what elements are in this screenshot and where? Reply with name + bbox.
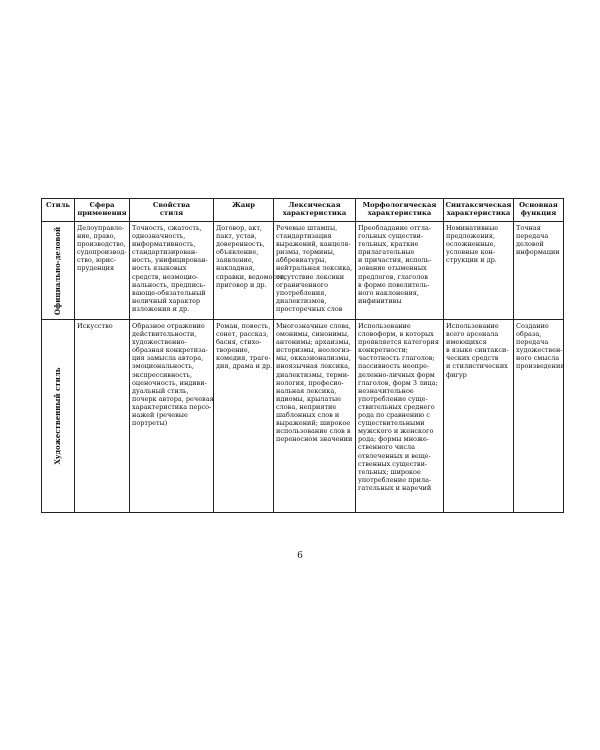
- cell-line: ция замысла автора,: [132, 354, 204, 363]
- cell-line: Искусство: [77, 322, 113, 330]
- header-syntactic: Синтаксическая характеристика: [444, 199, 514, 222]
- cell-line: предложения,: [446, 232, 496, 241]
- cell-line: оценочность, индиви-: [132, 378, 207, 387]
- cell-line: проявляется категория: [358, 338, 439, 347]
- cell-line: объявление,: [216, 248, 259, 257]
- cell-line: деленно-личных форм: [358, 370, 435, 379]
- cell-syntactic: [444, 222, 514, 320]
- cell-line: изложения и др.: [132, 304, 190, 313]
- cell-line: ство, юрис-: [77, 256, 116, 265]
- cell-line: ного наклонения,: [358, 288, 419, 297]
- cell-line: иноязычная лексика,: [276, 362, 351, 371]
- cell-line: мы, окказионализмы,: [276, 354, 351, 363]
- cell-line: ственного числа: [358, 443, 415, 452]
- cell-line: имеющихся: [446, 338, 487, 347]
- cell-line: образа,: [516, 330, 542, 339]
- cell-line: существительными: [358, 419, 425, 428]
- header-lexical: Лексическая характеристика: [274, 199, 356, 222]
- table-row: [42, 320, 564, 513]
- cell-sphere: [75, 222, 130, 320]
- style-name: Художественный стиль: [52, 367, 62, 465]
- cell-line: употребление суще-: [358, 394, 428, 403]
- cell-line: накладная,: [216, 264, 255, 273]
- cell-line: инфинитивы: [358, 296, 402, 305]
- cell-line: тельных; широкое: [358, 467, 421, 476]
- cell-properties: [130, 320, 214, 513]
- cell-line: комедия, траге-: [216, 354, 271, 363]
- cell-line: гольных существи-: [358, 232, 424, 241]
- cell-line: ного смысла: [516, 354, 560, 363]
- cell-morphological: [356, 222, 444, 320]
- cell-line: употребления,: [276, 288, 327, 297]
- cell-line: Создание: [516, 322, 549, 330]
- cell-line: и причастия, исполь-: [358, 256, 432, 265]
- cell-line: ние, право,: [77, 232, 116, 241]
- cell-line: отвлеченных и веще-: [358, 451, 431, 460]
- cell-sphere: [75, 320, 130, 513]
- cell-line: идиомы, крылатые: [276, 394, 341, 403]
- cell-lexical: [274, 320, 356, 513]
- cell-line: гательных и наречий: [358, 483, 432, 492]
- cell-line: омонимы, синонимы,: [276, 330, 350, 339]
- cell-line: рода; формы множе-: [358, 435, 429, 444]
- header-morphological: Морфологическая характеристика: [356, 199, 444, 222]
- cell-line: производство,: [77, 240, 126, 249]
- header-row: [42, 199, 564, 222]
- cell-line: действительности,: [132, 330, 197, 339]
- cell-syntactic: [444, 320, 514, 513]
- cell-line: нейтральная лексика,: [276, 264, 353, 273]
- cell-line: Точная: [516, 224, 541, 232]
- cell-function: [514, 222, 564, 320]
- cell-line: Номинативные: [446, 224, 499, 232]
- page-number: 6: [297, 551, 303, 561]
- cell-line: вающе-обязательный: [132, 288, 206, 297]
- cell-line: тельных, краткие: [358, 240, 419, 249]
- cell-lexical: [274, 222, 356, 320]
- cell-line: фигур: [446, 370, 467, 379]
- cell-line: ческих средств: [446, 354, 499, 363]
- cell-line: заявление,: [216, 256, 254, 265]
- cell-line: диалектизмов,: [276, 296, 327, 305]
- cell-line: Многозначные слова,: [276, 322, 351, 330]
- cell-line: Делоуправле-: [77, 224, 125, 232]
- cell-line: выражений, канцеля-: [276, 240, 351, 249]
- cell-line: экспрессивность,: [132, 370, 193, 379]
- cell-line: ность языковых: [132, 264, 187, 273]
- cell-line: всего арсенала: [446, 330, 499, 339]
- cell-line: ограниченного: [276, 280, 329, 289]
- cell-line: средств, неэмоцио-: [132, 272, 199, 281]
- cell-line: отсутствие лексики: [276, 272, 345, 281]
- cell-line: пассивность неопре-: [358, 362, 430, 371]
- cell-line: приговор и др.: [216, 280, 267, 289]
- cell-line: неличный характер: [132, 296, 201, 305]
- cell-line: Образное отражение: [132, 322, 205, 330]
- cell-line: мужского и женского: [358, 427, 434, 436]
- cell-line: ризмы, термины,: [276, 248, 335, 257]
- styles-table: [41, 198, 564, 513]
- cell-line: шаблонных слов и: [276, 411, 340, 420]
- cell-line: творение,: [216, 346, 250, 355]
- cell-line: дия, драма и др.: [216, 362, 273, 371]
- cell-line: стандартизирован-: [132, 248, 198, 257]
- cell-line: пруденция: [77, 264, 115, 273]
- cell-line: однозначность,: [132, 232, 186, 241]
- cell-genre: [214, 222, 287, 320]
- cell-line: струкции и др.: [446, 256, 497, 265]
- cell-line: глаголов, форм 3 лица;: [358, 378, 438, 387]
- table-row: [42, 222, 564, 320]
- cell-line: употребление прила-: [358, 475, 432, 484]
- cell-line: художественно-: [132, 338, 187, 347]
- cell-line: Точность, сжатость,: [132, 224, 202, 232]
- cell-line: Роман, повесть,: [216, 322, 271, 330]
- cell-line: нажей (речевые: [132, 411, 188, 420]
- cell-line: использование слов в: [276, 427, 351, 436]
- cell-line: сонет, рассказ,: [216, 330, 269, 339]
- cell-properties: [130, 222, 214, 320]
- cell-line: Речевые штампы,: [276, 224, 338, 232]
- cell-line: передача: [516, 232, 549, 241]
- cell-line: почерк автора, речевая: [132, 394, 214, 403]
- cell-line: Преобладание отгла-: [358, 224, 432, 232]
- cell-line: передача: [516, 338, 549, 347]
- style-name: Официально-деловой: [52, 226, 62, 315]
- cell-line: частотность глаголов;: [358, 354, 435, 363]
- cell-line: нология, професио-: [276, 378, 344, 387]
- cell-line: портреты): [132, 419, 168, 428]
- cell-morphological: [356, 320, 444, 513]
- cell-line: предлогов, глаголов: [358, 272, 428, 281]
- header-genre: Жанр: [214, 199, 274, 222]
- cell-line: выражений; широкое: [276, 419, 351, 428]
- cell-line: произведения: [516, 362, 565, 371]
- cell-line: прилагательные: [358, 248, 415, 257]
- cell-line: образная конкретиза-: [132, 346, 208, 355]
- cell-line: информативность,: [132, 240, 196, 249]
- cell-line: доверенность,: [216, 240, 265, 249]
- cell-line: переносном значении: [276, 435, 353, 444]
- cell-line: незначительное: [358, 386, 414, 395]
- cell-line: ствительных среднего: [358, 402, 435, 411]
- cell-line: в форме повелитель-: [358, 280, 430, 289]
- header-properties: Свойства стиля: [130, 199, 214, 222]
- cell-line: деловой: [516, 240, 544, 249]
- cell-line: судопроизвод-: [77, 248, 127, 257]
- header-sphere: Сфера применения: [75, 199, 130, 222]
- cell-line: диалектизмы, терми-: [276, 370, 350, 379]
- cell-line: характеристика персо-: [132, 402, 212, 411]
- cell-line: справки, ведомости,: [216, 272, 287, 281]
- cell-line: конкретности;: [358, 346, 408, 355]
- cell-line: осложненные,: [446, 240, 496, 249]
- cell-line: нальность, предпись-: [132, 280, 206, 289]
- cell-line: ственных существи-: [358, 459, 428, 468]
- cell-style: [42, 320, 75, 513]
- cell-line: информации: [516, 248, 560, 257]
- cell-line: дуальный стиль,: [132, 386, 189, 395]
- cell-line: эмоциональность,: [132, 362, 194, 371]
- cell-style: [42, 222, 75, 320]
- cell-line: Использование: [446, 322, 499, 330]
- cell-line: слова, неприятие: [276, 402, 337, 411]
- cell-line: Договор, акт,: [216, 224, 262, 232]
- cell-line: антонимы; архаизмы,: [276, 338, 351, 347]
- cell-line: условные кон-: [446, 248, 496, 257]
- cell-function: [514, 320, 564, 513]
- cell-line: историзмы, неологиз-: [276, 346, 352, 355]
- cell-line: басня, стихо-: [216, 338, 262, 347]
- cell-line: словоформ, в которых: [358, 330, 434, 339]
- cell-line: пакт, устав,: [216, 232, 257, 241]
- cell-line: ность, унифицирован-: [132, 256, 208, 265]
- cell-line: аббревиатуры,: [276, 256, 327, 265]
- cell-line: нальная лексика,: [276, 386, 337, 395]
- cell-line: зование отыменных: [358, 264, 427, 273]
- cell-line: Использование: [358, 322, 411, 330]
- cell-line: просторечных слов: [276, 304, 343, 313]
- cell-line: в языке синтакси-: [446, 346, 509, 355]
- header-function: Основная функция: [514, 199, 564, 222]
- cell-line: и стилистических: [446, 362, 508, 371]
- cell-line: художествен-: [516, 346, 563, 355]
- header-style: Стиль: [42, 199, 75, 222]
- cell-line: рода по сравнению с: [358, 411, 430, 420]
- cell-genre: [214, 320, 274, 513]
- cell-line: стандартизация: [276, 232, 332, 241]
